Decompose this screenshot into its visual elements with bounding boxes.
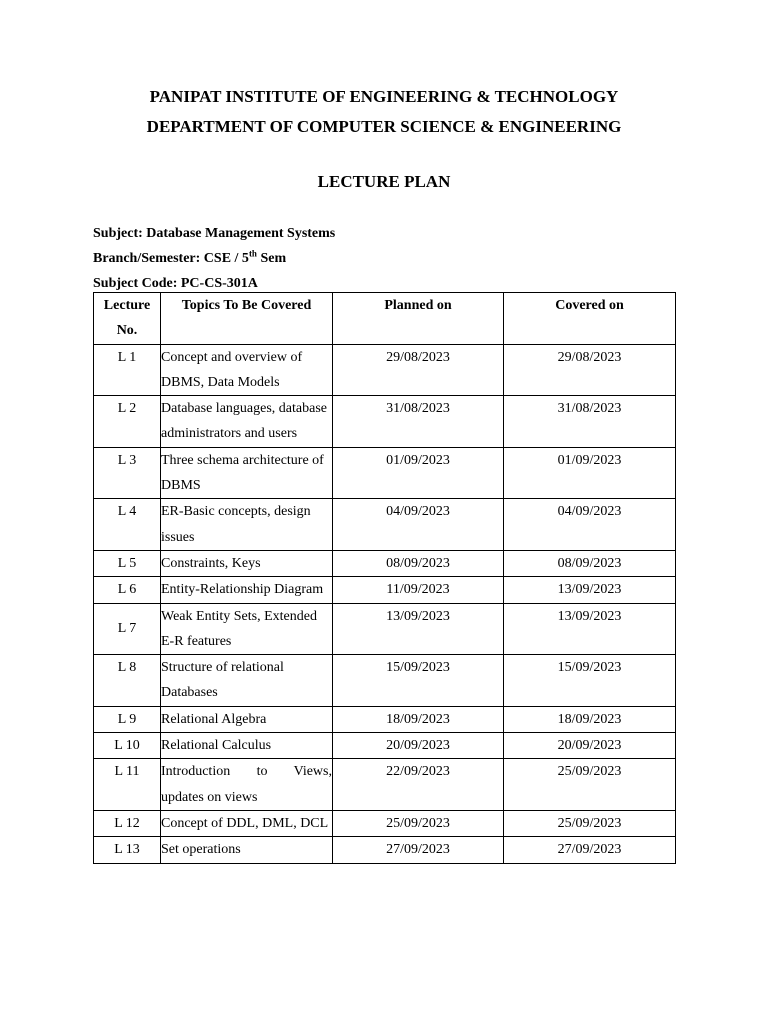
planned-date-cell: 04/09/2023: [333, 499, 504, 551]
planned-date-cell: 29/08/2023: [333, 344, 504, 396]
lecture-no-cell: L 5: [94, 550, 161, 576]
lecture-no-cell: L 9: [94, 706, 161, 732]
planned-date-cell: 22/09/2023: [333, 759, 504, 811]
topic-cell: Set operations: [161, 837, 333, 863]
lecture-no-cell: L 10: [94, 733, 161, 759]
header-lecture-no: [94, 293, 161, 345]
table-row: [94, 577, 676, 603]
table-row: [94, 344, 676, 396]
topic-cell: Entity-Relationship Diagram: [161, 577, 333, 603]
table-header-row: [94, 293, 676, 345]
table-row: [94, 550, 676, 576]
topic-cell: Constraints, Keys: [161, 550, 333, 576]
covered-date-cell: 25/09/2023: [504, 759, 676, 811]
topic-cell: Concept of DDL, DML, DCL: [161, 810, 333, 836]
topic-cell: Three schema architecture of DBMS: [161, 447, 333, 499]
covered-date-cell: 29/08/2023: [504, 344, 676, 396]
header-planned-on: Planned on: [333, 293, 504, 345]
table-row: [94, 810, 676, 836]
lecture-no-cell: L 12: [94, 810, 161, 836]
lecture-no-cell: L 6: [94, 577, 161, 603]
lecture-no-cell: L 1: [94, 344, 161, 396]
department-title: DEPARTMENT OF COMPUTER SCIENCE & ENGINEERING: [146, 117, 622, 136]
institute-title: PANIPAT INSTITUTE OF ENGINEERING & TECHNOLOGY: [149, 87, 619, 106]
covered-date-cell: 18/09/2023: [504, 706, 676, 732]
topic-cell: Concept and overview of DBMS, Data Models: [161, 344, 333, 396]
topic-cell: Relational Calculus: [161, 733, 333, 759]
covered-date-cell: 27/09/2023: [504, 837, 676, 863]
subject-code-line: Subject Code: PC-CS-301A: [93, 276, 258, 291]
table-row: [94, 733, 676, 759]
covered-date-cell: 25/09/2023: [504, 810, 676, 836]
lecture-plan-table: [93, 292, 676, 864]
covered-date-cell: 04/09/2023: [504, 499, 676, 551]
branch-semester-suffix: Sem: [256, 251, 287, 266]
planned-date-cell: 08/09/2023: [333, 550, 504, 576]
table-row: [94, 837, 676, 863]
branch-semester-text: Branch/Semester: CSE / 5: [93, 251, 249, 266]
planned-date-cell: 20/09/2023: [333, 733, 504, 759]
topic-cell: Database languages, database administrators and users: [161, 396, 333, 448]
topic-cell: Structure of relational Databases: [161, 655, 333, 707]
document-title: LECTURE PLAN: [317, 172, 451, 191]
topic-cell: Weak Entity Sets, Extended E-R features: [161, 603, 333, 655]
branch-semester-line: [93, 248, 287, 267]
covered-date-cell: 08/09/2023: [504, 550, 676, 576]
topic-cell: Relational Algebra: [161, 706, 333, 732]
covered-date-cell: 01/09/2023: [504, 447, 676, 499]
covered-date-cell: 15/09/2023: [504, 655, 676, 707]
topic-cell: ER-Basic concepts, design issues: [161, 499, 333, 551]
semester-ordinal-suffix: th: [248, 248, 257, 259]
covered-date-cell: 20/09/2023: [504, 733, 676, 759]
table-row: [94, 655, 676, 707]
header-topics: Topics To Be Covered: [161, 293, 333, 345]
table-row: [94, 759, 676, 811]
topic-cell: Introduction to Views, updates on views: [161, 759, 333, 811]
planned-date-cell: 15/09/2023: [333, 655, 504, 707]
planned-date-cell: 11/09/2023: [333, 577, 504, 603]
planned-date-cell: 27/09/2023: [333, 837, 504, 863]
planned-date-cell: 25/09/2023: [333, 810, 504, 836]
header-lecture-label: Lecture: [103, 298, 151, 313]
planned-date-cell: 18/09/2023: [333, 706, 504, 732]
covered-date-cell: 31/08/2023: [504, 396, 676, 448]
planned-date-cell: 13/09/2023: [333, 603, 504, 655]
subject-line: Subject: Database Management Systems: [93, 226, 336, 241]
table-row: [94, 396, 676, 448]
lecture-no-cell: L 13: [94, 837, 161, 863]
table-row: [94, 499, 676, 551]
covered-date-cell: 13/09/2023: [504, 577, 676, 603]
planned-date-cell: 01/09/2023: [333, 447, 504, 499]
lecture-no-cell: L 8: [94, 655, 161, 707]
header-no-label: No.: [116, 323, 138, 339]
lecture-no-cell: L 7: [94, 603, 161, 655]
lecture-no-cell: L 2: [94, 396, 161, 448]
table-row: [94, 603, 676, 655]
covered-date-cell: 13/09/2023: [504, 603, 676, 655]
lecture-no-cell: L 3: [94, 447, 161, 499]
table-row: [94, 447, 676, 499]
table-row: [94, 706, 676, 732]
planned-date-cell: 31/08/2023: [333, 396, 504, 448]
header-covered-on: Covered on: [504, 293, 676, 345]
lecture-no-cell: L 4: [94, 499, 161, 551]
lecture-no-cell: L 11: [94, 759, 161, 811]
